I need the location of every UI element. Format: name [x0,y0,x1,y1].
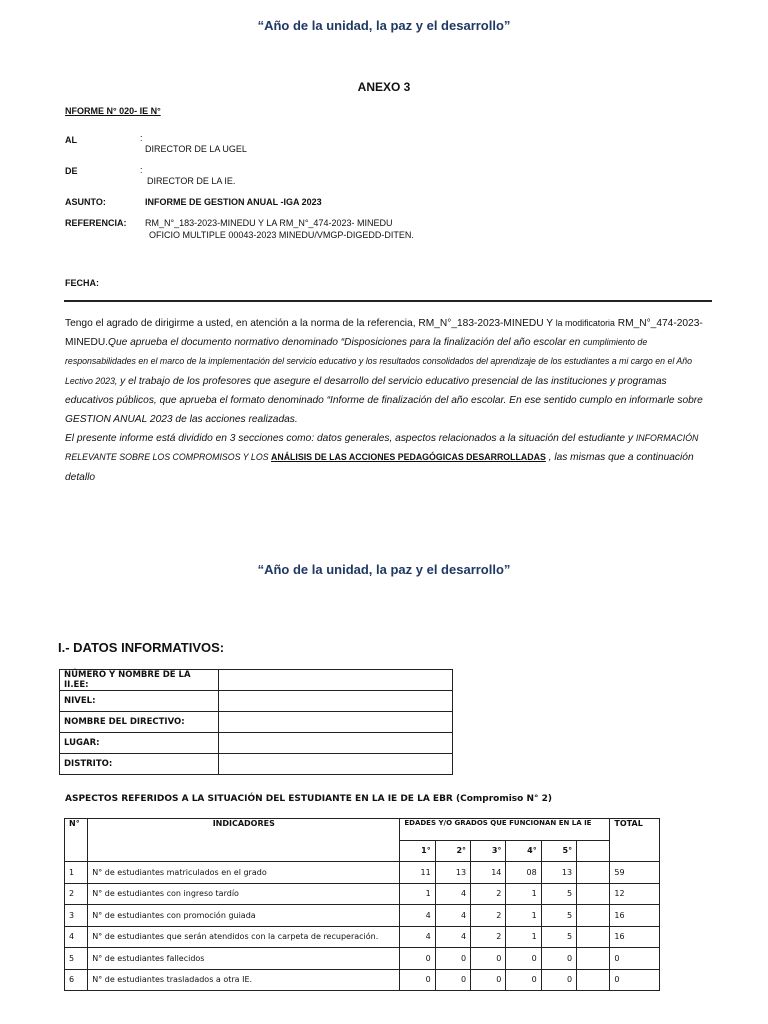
grade-header: 3° [471,840,506,862]
asunto-label: ASUNTO: [65,197,106,207]
table-header-row [65,819,660,841]
body-paragraph-2: El presente informe está dividido en 3 secciones como: datos generales, aspectos relacionados a la situación del estudiante y INFORMACIÓN RELEVANTE SOBRE LOS COMPROMISOS Y LOS ANÁLISIS DE LAS ACCIONES PEDAGÓGICAS DESARROLLADAS , las mismas que a continuación detallo [65,433,699,483]
referencia-label: REFERENCIA: [65,218,127,228]
col-no-header: N° [65,819,88,862]
grade-value-cell: 4 [435,905,470,927]
grade-value-cell: 0 [435,948,470,970]
de-label: DE [65,166,78,176]
total-cell: 16 [610,905,660,927]
col-grades-header: EDADES Y/O GRADOS QUE FUNCIONAN EN LA IE [400,819,610,841]
grade-value-cell: 2 [471,926,506,948]
grade-value-cell: 14 [471,862,506,884]
indicator-cell: N° de estudiantes con promoción guiada [88,905,400,927]
grade-value-cell: 0 [541,969,576,991]
empty-cell [577,969,610,991]
grade-value-cell: 13 [435,862,470,884]
divider [64,300,712,302]
grade-value-cell: 0 [400,969,435,991]
grade-value-cell: 0 [400,948,435,970]
header-motto: “Año de la unidad, la paz y el desarrollo” [257,18,511,33]
aspect-title: ASPECTOS REFERIDOS A LA SITUACIÓN DEL ESTUDIANTE EN LA IE DE LA EBR (Compromiso N° 2) [65,794,553,804]
grade-value-cell: 5 [541,883,576,905]
grade-value-cell: 1 [506,926,541,948]
grade-value-cell: 5 [541,926,576,948]
grade-value-cell: 5 [541,905,576,927]
table-row [65,905,660,927]
body-paragraph-1: Tengo el agrado de dirigirme a usted, en atención a la norma de la referencia, RM_N°_183-2023-MINEDU Y la modificatoria RM_N°_474-2023- MINEDU.Que aprueba el documento normativo denominado “Disposiciones para la finalización del año escolar en cumplimiento de responsabilidades en el marco de la implementación del servicio educativo y los resultados consolidados del aprendizaje de los estudiantes a mi cargo en el Año Lectivo 2023, y el trabajo de los profesores que asegure el desarrollo del servicio educativo presencial de las instituciones y programas educativos públicos, que aprueba el formato denominado “Informe de finalización del año escolar. En ese sentido cumplo en informarle sobre GESTION ANUAL 2023 de las acciones realizadas. [65,318,703,426]
grade-value-cell: 0 [435,969,470,991]
total-cell: 59 [610,862,660,884]
body-text [65,314,713,487]
empty-cell [577,905,610,927]
info-value[interactable] [219,712,453,733]
total-cell: 16 [610,926,660,948]
grade-value-cell: 0 [471,948,506,970]
de-value: DIRECTOR DE LA IE. [147,176,236,186]
total-cell: 12 [610,883,660,905]
info-label: DISTRITO: [60,754,219,775]
row-number-cell: 1 [65,862,88,884]
row-number-cell: 3 [65,905,88,927]
indicators-table [64,818,660,991]
grade-value-cell: 4 [435,883,470,905]
de-colon: : [140,165,143,175]
grade-value-cell: 08 [506,862,541,884]
grade-header: 1° [400,840,435,862]
grade-value-cell: 1 [506,905,541,927]
grade-value-cell: 0 [506,969,541,991]
indicator-cell: N° de estudiantes fallecidos [88,948,400,970]
table-row [65,926,660,948]
grade-value-cell: 11 [400,862,435,884]
total-cell: 0 [610,969,660,991]
section-title: I.- DATOS INFORMATIVOS: [58,640,225,655]
table-row [60,733,453,754]
annex-title: ANEXO 3 [357,80,411,94]
info-table [59,669,453,775]
info-value[interactable] [219,670,453,691]
table-row [60,670,453,691]
info-label: NIVEL: [60,691,219,712]
row-number-cell: 6 [65,969,88,991]
grade-value-cell: 4 [435,926,470,948]
info-value[interactable] [219,733,453,754]
grade-header-empty [577,840,610,862]
al-label: AL [65,135,77,145]
info-value[interactable] [219,691,453,712]
table-row [65,948,660,970]
indicator-cell: N° de estudiantes trasladados a otra IE. [88,969,400,991]
row-number-cell: 2 [65,883,88,905]
referencia-line2: OFICIO MULTIPLE 00043-2023 MINEDU/VMGP-DIGEDD-DITEN. [149,230,414,240]
info-label: LUGAR: [60,733,219,754]
header-motto-2: “Año de la unidad, la paz y el desarrollo” [257,562,511,577]
info-label: NÚMERO Y NOMBRE DE LA II.EE: [60,670,219,691]
col-total-header: TOTAL [610,819,660,862]
table-row [60,712,453,733]
asunto-value: INFORME DE GESTION ANUAL -IGA 2023 [145,197,322,207]
empty-cell [577,948,610,970]
empty-cell [577,862,610,884]
empty-cell [577,926,610,948]
col-indicators-header: INDICADORES [88,819,400,862]
report-number: NFORME N° 020- IE N° [65,106,161,116]
info-value[interactable] [219,754,453,775]
grade-value-cell: 4 [400,905,435,927]
grade-header: 4° [506,840,541,862]
grade-value-cell: 1 [400,883,435,905]
fecha-label: FECHA: [65,278,99,288]
grade-header: 5° [541,840,576,862]
grade-value-cell: 2 [471,905,506,927]
referencia-line1: RM_N°_183-2023-MINEDU Y LA RM_N°_474-2023- MINEDU [145,218,393,228]
grade-value-cell: 0 [541,948,576,970]
empty-cell [577,883,610,905]
indicator-cell: N° de estudiantes que serán atendidos con la carpeta de recuperación. [88,926,400,948]
table-row [60,691,453,712]
al-value: DIRECTOR DE LA UGEL [145,144,247,154]
grade-value-cell: 1 [506,883,541,905]
grade-value-cell: 4 [400,926,435,948]
indicator-cell: N° de estudiantes con ingreso tardío [88,883,400,905]
grade-header: 2° [435,840,470,862]
table-row [60,754,453,775]
grade-value-cell: 0 [471,969,506,991]
al-colon: : [140,133,143,143]
grade-value-cell: 2 [471,883,506,905]
grade-value-cell: 13 [541,862,576,884]
row-number-cell: 5 [65,948,88,970]
grade-value-cell: 0 [506,948,541,970]
indicator-cell: N° de estudiantes matriculados en el grado [88,862,400,884]
total-cell: 0 [610,948,660,970]
table-row [65,883,660,905]
table-row [65,862,660,884]
row-number-cell: 4 [65,926,88,948]
table-row [65,969,660,991]
info-label: NOMBRE DEL DIRECTIVO: [60,712,219,733]
